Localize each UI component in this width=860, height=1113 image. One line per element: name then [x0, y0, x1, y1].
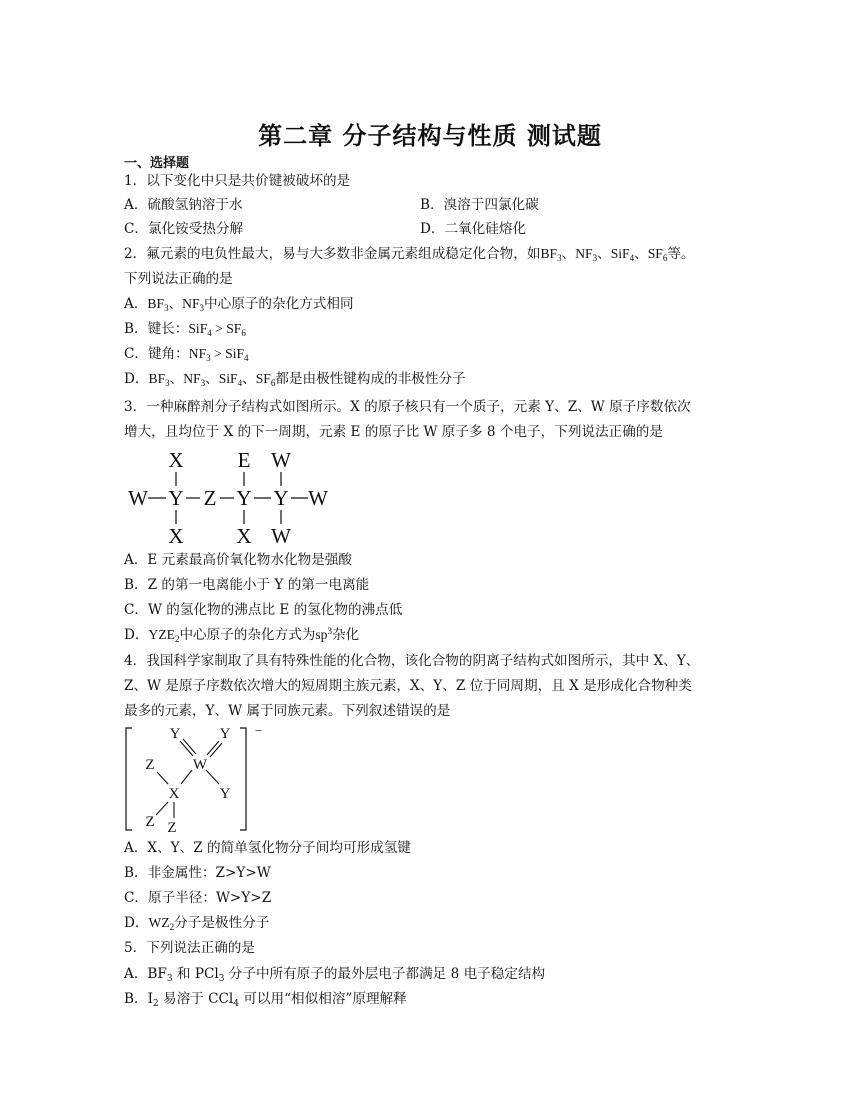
subscript: 3 — [166, 974, 173, 984]
question-3-option-a: A．E 元素最高价氧化物水化物是强酸 — [124, 552, 352, 568]
atom-label: Y — [168, 486, 184, 510]
subscript: 4 — [207, 328, 212, 338]
formula-text: WZ — [148, 915, 170, 930]
atom-label: W — [271, 448, 291, 472]
question-1-stem: 1．以下变化中只是共价键被破坏的是 — [124, 173, 351, 189]
question-5-option-a — [124, 965, 545, 983]
question-4-stem-line-3: 最多的元素，Y、W 属于同族元素。下列叙述错误的是 — [124, 703, 451, 719]
option-text: 分子是极性分子 — [174, 915, 270, 931]
question-2-stem — [124, 245, 695, 263]
option-label: C．键角： — [124, 346, 189, 362]
atom-label: W — [271, 524, 291, 546]
subscript: 3 — [164, 303, 169, 313]
option-label: D． — [124, 371, 149, 387]
formula-text: NF — [183, 371, 201, 386]
formula-nf3 — [189, 346, 211, 361]
formula-sf6 — [648, 246, 668, 261]
question-4-option-a: A．X、Y、Z 的简单氢化物分子间均可形成氢键 — [124, 840, 411, 856]
separator: 、 — [242, 371, 256, 387]
formula-text: SiF — [610, 246, 630, 261]
atom-label: X — [168, 786, 180, 802]
formula-nf3 — [182, 296, 204, 311]
atom-label: Z — [203, 486, 217, 510]
option-text: 都是由极性键构成的非极性分子 — [275, 371, 466, 387]
greater-than: > — [210, 346, 226, 361]
separator: 、 — [205, 371, 219, 387]
atom-label: E — [237, 448, 251, 472]
formula-text: NF — [188, 346, 207, 361]
subscript: 4 — [629, 253, 635, 263]
subscript: 6 — [662, 253, 668, 263]
formula-text: NF — [575, 246, 593, 261]
formula-text: sp — [315, 627, 328, 642]
formula-text: SiF — [218, 371, 238, 386]
option-text: B．I — [124, 991, 153, 1007]
formula-sif4 — [188, 321, 211, 336]
formula-nf3 — [575, 246, 597, 261]
atom-label: Y — [273, 486, 289, 510]
question-3-option-b: B．Z 的第一电离能小于 Y 的第一电离能 — [124, 577, 370, 593]
question-2-option-c — [124, 345, 249, 363]
page-title: 第二章 分子结构与性质 测试题 — [258, 122, 602, 150]
formula-sf6 — [256, 371, 276, 386]
formula-wz2 — [149, 915, 175, 930]
formula-text: BF — [540, 246, 558, 261]
question-4-option-c: C．原子半径：W>Y>Z — [124, 890, 272, 906]
subscript: 3 — [206, 353, 211, 363]
subscript: 2 — [174, 634, 180, 644]
question-2-option-b — [124, 320, 246, 338]
formula-text: YZE — [148, 627, 175, 642]
formula-nf3 — [183, 371, 205, 386]
atom-label: Y — [236, 486, 252, 510]
option-text: 和 PCl — [172, 966, 219, 982]
subscript: 4 — [233, 999, 239, 1009]
subscript: 3 — [218, 974, 225, 984]
question-3-stem: 3．一种麻醉剂分子结构式如图所示。X 的原子核只有一个质子，元素 Y、Z、W 原子序数依次 — [124, 399, 691, 415]
formula-bf3 — [147, 296, 168, 311]
formula-bf3 — [149, 371, 170, 386]
atom-label: Z — [145, 757, 155, 773]
separator: 、 — [597, 246, 611, 262]
atom-label: Y — [219, 786, 231, 802]
question-1-option-b: B．溴溶于四氯化碳 — [420, 197, 539, 213]
separator: 、 — [168, 296, 183, 312]
formula-text: SiF — [225, 346, 245, 361]
option-text: A．BF — [124, 966, 167, 982]
option-text: 易溶于 CCl — [158, 991, 234, 1007]
option-text: 中心原子的杂化方式为 — [179, 627, 316, 643]
atom-label: W — [308, 486, 328, 510]
subscript: 4 — [244, 353, 249, 363]
question-5-option-b — [124, 990, 407, 1008]
subscript: 2 — [152, 999, 159, 1009]
option-text: 中心原子的杂化方式相同 — [204, 296, 354, 312]
formula-sif4 — [611, 246, 634, 261]
greater-than: > — [211, 321, 227, 336]
formula-text: SiF — [188, 321, 208, 336]
anion-svg — [122, 722, 272, 834]
question-5-stem: 5．下列说法正确的是 — [124, 940, 255, 956]
subscript: 3 — [199, 303, 205, 313]
molecule-svg — [120, 446, 360, 546]
question-2-stem-line-2: 下列说法正确的是 — [124, 271, 233, 287]
atom-label: Z — [145, 814, 155, 830]
subscript: 3 — [200, 378, 206, 388]
subscript: 3 — [557, 253, 562, 263]
atom-label: Z — [167, 820, 177, 834]
subscript: 3 — [165, 378, 170, 388]
section-heading: 一、选择题 — [124, 156, 190, 171]
atom-label: X — [168, 448, 184, 472]
question-1-option-d: D．二氧化硅熔化 — [420, 221, 527, 237]
question-4-option-b: B．非金属性：Z>Y>W — [124, 865, 271, 881]
formula-text: BF — [147, 296, 165, 311]
separator: 、 — [634, 246, 648, 262]
formula-bf3 — [540, 246, 561, 261]
separator: 、 — [169, 371, 184, 387]
separator: 、 — [561, 246, 576, 262]
atom-label: Y — [219, 726, 231, 742]
formula-sif4 — [219, 371, 242, 386]
stem-end: 等。 — [667, 246, 695, 262]
option-text: 杂化 — [331, 627, 360, 643]
option-label: D． — [124, 627, 149, 643]
subscript: 3 — [592, 253, 598, 263]
question-3-option-c: C．W 的氢化物的沸点比 E 的氢化物的沸点低 — [124, 602, 403, 618]
option-label: A． — [124, 296, 148, 312]
option-text: 分子中所有原子的最外层电子都满足 8 电子稳定结构 — [224, 966, 546, 982]
subscript: 4 — [237, 378, 243, 388]
atom-label: X — [236, 524, 252, 546]
bonds — [156, 739, 222, 818]
option-label: B．键长： — [124, 321, 189, 337]
subscript: 2 — [169, 922, 175, 932]
formula-text: NF — [182, 296, 200, 311]
question-3-option-d — [124, 626, 359, 644]
question-3-stem-line-2: 增大，且均位于 X 的下一周期，元素 E 的原子比 W 原子多 8 个电子，下列说法正确的是 — [124, 424, 663, 440]
question-1-option-a: A．硫酸氢钠溶于水 — [124, 197, 243, 213]
formula-sif4 — [225, 346, 248, 361]
option-label: D． — [124, 915, 149, 931]
formula-yze2 — [149, 627, 180, 642]
formula-sf6 — [226, 321, 246, 336]
formula-text: SF — [255, 371, 271, 386]
question-4-stem-line-2: Z、W 是原子序数依次增大的短周期主族元素，X、Y、Z 位于同周期，且 X 是形成化合物种类 — [124, 678, 692, 694]
question-2-option-a — [124, 295, 354, 313]
option-text: 可以用“相似相溶”原理解释 — [239, 991, 407, 1007]
charge-label: − — [255, 723, 263, 738]
formula-text: BF — [148, 371, 166, 386]
superscript: 3 — [327, 626, 332, 636]
subscript: 6 — [241, 328, 246, 338]
atom-label: X — [168, 524, 184, 546]
question-1-option-c: C．氯化铵受热分解 — [124, 221, 244, 237]
subscript: 6 — [270, 378, 276, 388]
question-2-option-d — [124, 370, 466, 388]
atom-label: W — [128, 486, 148, 510]
question-4-stem: 4．我国科学家制取了具有特殊性能的化合物，该化合物的阴离子结构式如图所示，其中 X、Y、 — [124, 653, 700, 669]
atom-label: W — [192, 757, 208, 773]
atom-label: Y — [169, 726, 181, 742]
formula-text: SF — [226, 321, 242, 336]
formula-text: SF — [647, 246, 663, 261]
stem-text: 2．氟元素的电负性最大，易与大多数非金属元素组成稳定化合物，如 — [124, 246, 541, 262]
question-4-option-d — [124, 914, 269, 932]
formula-sp3 — [315, 627, 332, 642]
